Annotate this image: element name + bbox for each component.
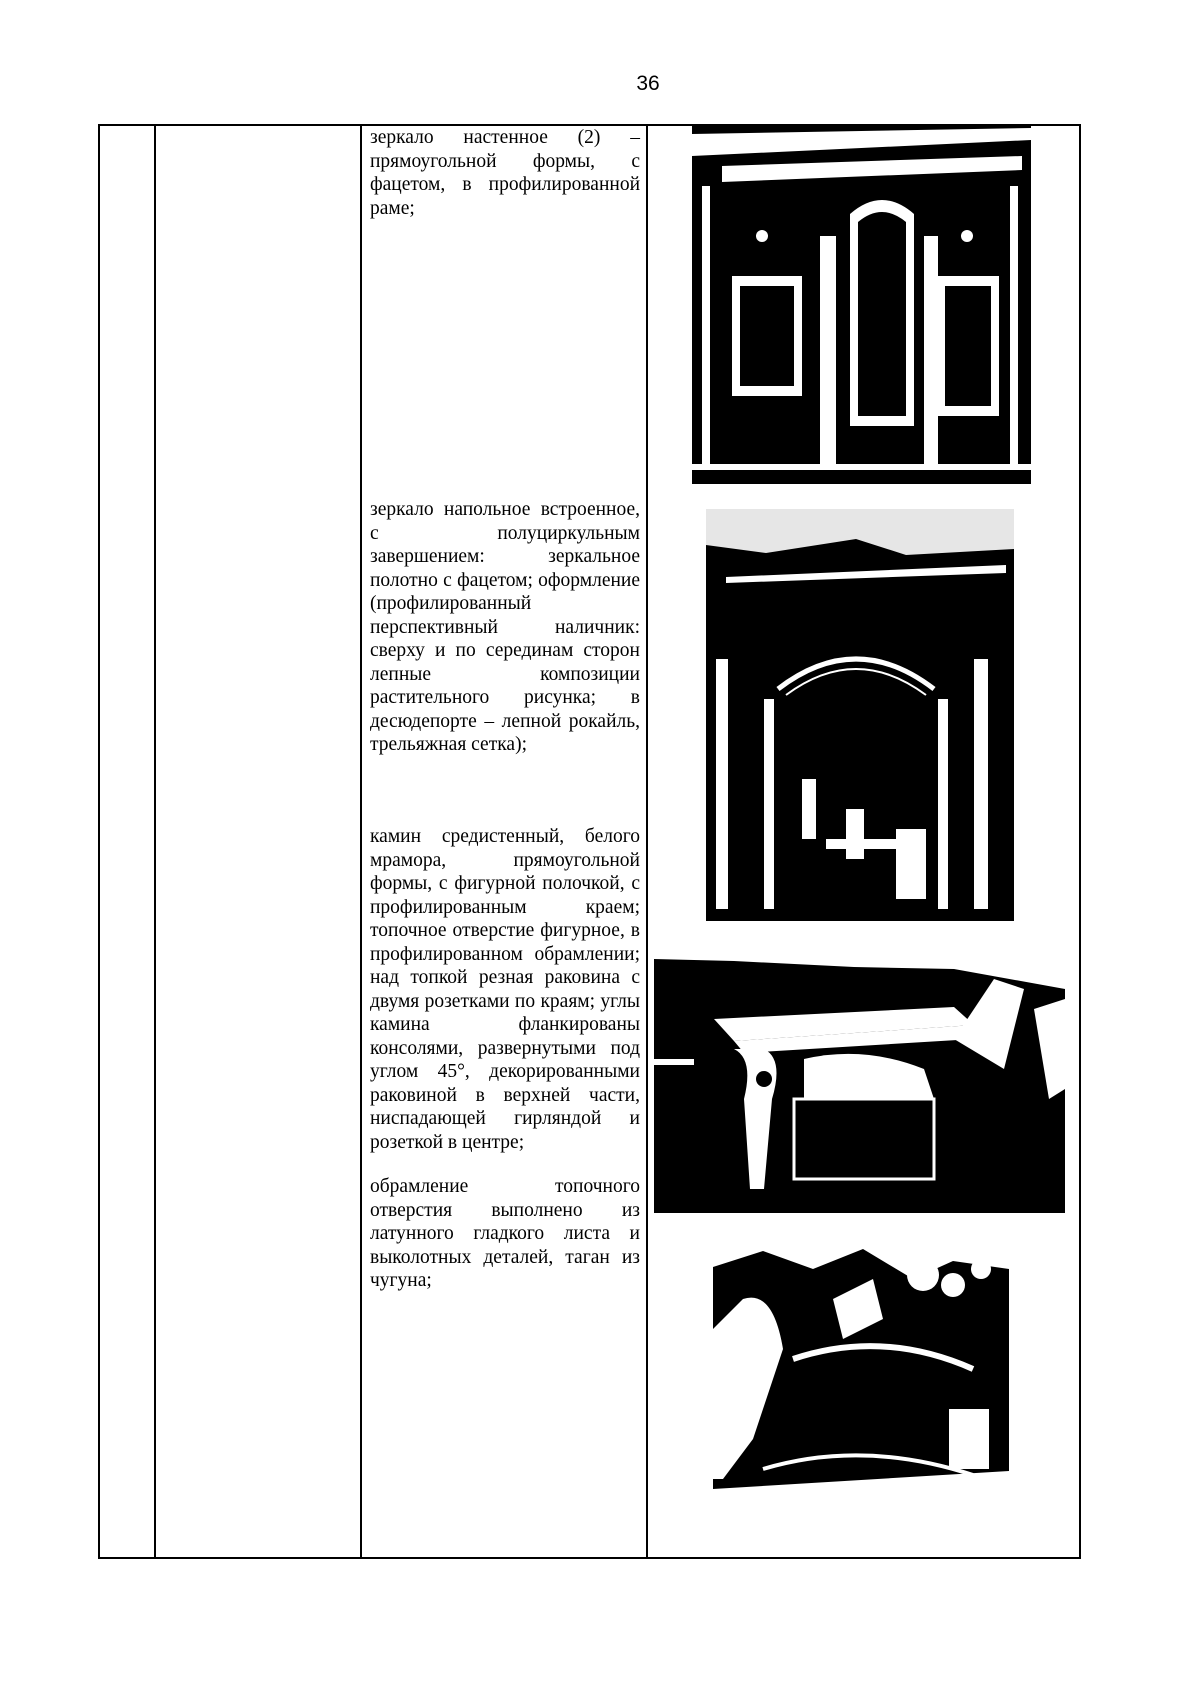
item-description-fireplace: камин средистенный, белого мрамора, прямоугольной формы, с фигурной полочкой, с профилированным краем; топочное отверстие фигурное, в профилированном обрамлении; над топкой резная раковина с двумя розетками по краям; углы камина фланкированы консолями, развернутыми под углом 45°, декорированными раковиной в верхней части, ниспадающей гирляндой и розеткой в центре; xyxy=(370,826,640,1153)
fireplace-opening-photo xyxy=(713,1239,1009,1501)
item-description-wall-mirror: зеркало настенное (2) – прямоугольной формы, с фацетом, в профилированной раме; xyxy=(370,127,640,219)
item-description-floor-mirror: зеркало напольное встроенное, с полуциркульным завершением: зеркальное полотно с фацетом; оформление (профилированный перспективный наличник: сверху и по серединам сторон лепные композиции растительного рисунка; в десюдепорте – лепной рокайль, трельяжная сетка); xyxy=(370,499,640,755)
fireplace-photo xyxy=(654,949,1065,1213)
column-divider-3 xyxy=(646,126,648,1557)
wall-mirror-photo xyxy=(692,126,1031,484)
floor-mirror-photo xyxy=(706,509,1014,921)
column-divider-1 xyxy=(154,126,156,1557)
item-description-fireplace-opening: обрамление топочного отверстия выполнено из латунного гладкого листа и выколотных деталей, таган из чугуна; xyxy=(370,1176,640,1291)
column-divider-2 xyxy=(360,126,362,1557)
page-number: 36 xyxy=(636,72,660,95)
